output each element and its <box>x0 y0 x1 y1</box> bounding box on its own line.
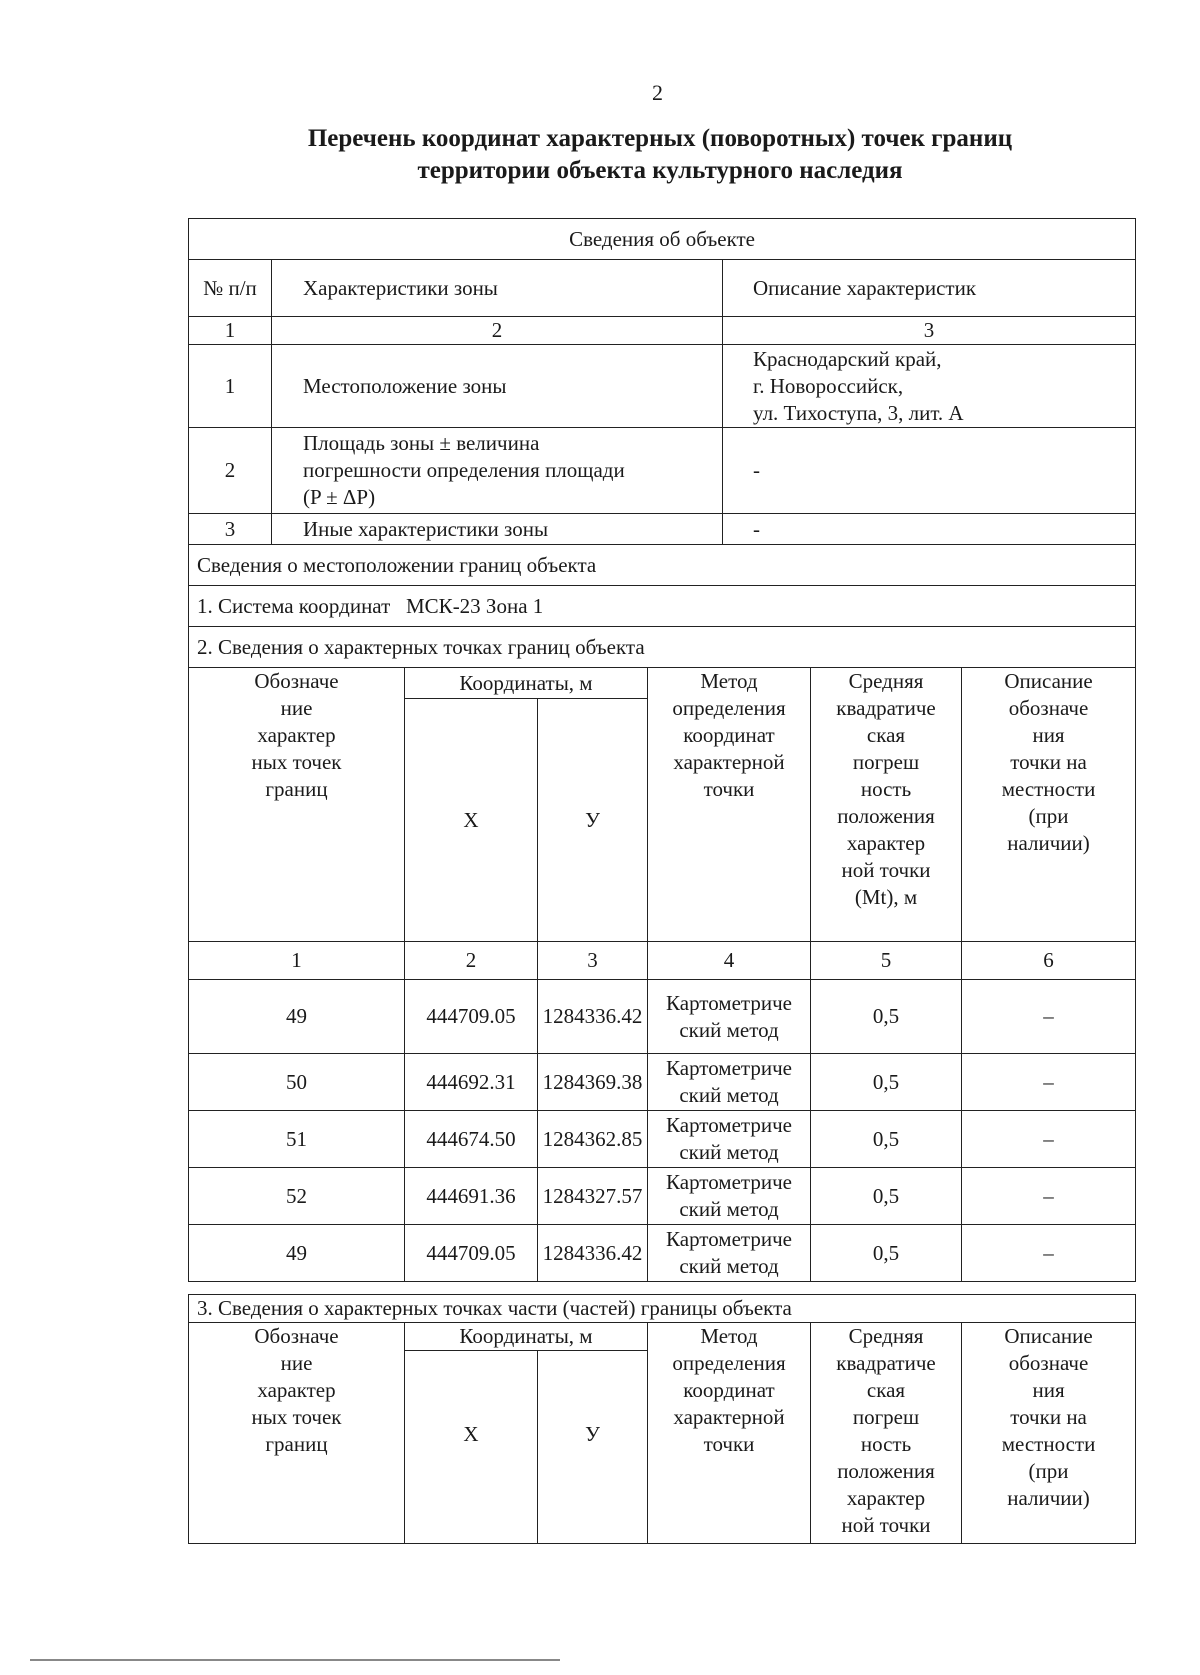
col-method-header: Метод определения координат характерной точки <box>648 668 811 942</box>
coordinates-table <box>188 218 1136 1282</box>
idx-cell: 4 <box>648 942 811 980</box>
col-y-header: У <box>538 699 648 942</box>
point-mt: 0,5 <box>811 1225 962 1282</box>
col-method-header: Метод определения координат характерной точки <box>648 1323 811 1544</box>
object-row-num: 3 <box>189 514 272 545</box>
parts-table <box>188 1294 1136 1544</box>
col-x-header: X <box>405 699 538 942</box>
col-designation-header: Обозначе ние характер ных точек границ <box>189 1323 405 1544</box>
title-line-2: территории объекта культурного наследия <box>417 157 903 184</box>
document-title <box>240 123 1080 187</box>
point-id: 49 <box>189 1225 405 1282</box>
col-error-header: Средняя квадратиче ская погреш ность положения характер ной точки (Mt), м <box>811 668 962 942</box>
object-row-num: 1 <box>189 345 272 428</box>
point-desc: – <box>962 1054 1136 1111</box>
point-x: 444692.31 <box>405 1054 538 1111</box>
object-row-desc: - <box>723 428 1136 514</box>
point-method: Картометриче ский метод <box>648 1111 811 1168</box>
idx-cell: 6 <box>962 942 1136 980</box>
point-desc: – <box>962 1111 1136 1168</box>
point-mt: 0,5 <box>811 980 962 1054</box>
object-row-desc: Краснодарский край, г. Новороссийск, ул. Тихоступа, 3, лит. А <box>723 345 1136 428</box>
point-mt: 0,5 <box>811 1111 962 1168</box>
object-row-char: Площадь зоны ± величина погрешности определения площади (P ± ΔP) <box>272 428 723 514</box>
point-x: 444709.05 <box>405 1225 538 1282</box>
col-description-header: Описание обозначе ния точки на местности (при наличии) <box>962 668 1136 942</box>
idx-cell: 2 <box>272 317 723 345</box>
idx-cell: 3 <box>538 942 648 980</box>
point-method: Картометриче ский метод <box>648 1225 811 1282</box>
col-coords-header: Координаты, м <box>405 1323 648 1351</box>
title-line-1: Перечень координат характерных (поворотных) точек границ <box>307 125 1013 152</box>
table-row <box>189 980 1136 1054</box>
idx-cell: 1 <box>189 942 405 980</box>
point-y: 1284327.57 <box>538 1168 648 1225</box>
point-y: 1284369.38 <box>538 1054 648 1111</box>
point-desc: – <box>962 1168 1136 1225</box>
col-num-header: № п/п <box>189 260 272 317</box>
col-error-header: Средняя квадратиче ская погреш ность положения характер ной точки <box>811 1323 962 1544</box>
object-row-num: 2 <box>189 428 272 514</box>
idx-cell: 5 <box>811 942 962 980</box>
point-id: 51 <box>189 1111 405 1168</box>
col-coords-header: Координаты, м <box>405 668 648 699</box>
point-y: 1284336.42 <box>538 1225 648 1282</box>
point-mt: 0,5 <box>811 1168 962 1225</box>
point-method: Картометриче ский метод <box>648 980 811 1054</box>
idx-cell: 3 <box>723 317 1136 345</box>
point-y: 1284362.85 <box>538 1111 648 1168</box>
point-id: 52 <box>189 1168 405 1225</box>
point-id: 50 <box>189 1054 405 1111</box>
object-row-char: Иные характеристики зоны <box>272 514 723 545</box>
col-designation-header: Обозначе ние характер ных точек границ <box>189 668 405 942</box>
point-desc: – <box>962 980 1136 1054</box>
footer-rule <box>30 1659 560 1661</box>
object-row-char: Местоположение зоны <box>272 345 723 428</box>
point-method: Картометриче ский метод <box>648 1054 811 1111</box>
points-header: 2. Сведения о характерных точках границ объекта <box>189 627 1136 668</box>
col-x-header: X <box>405 1351 538 1544</box>
object-info-header: Сведения об объекте <box>189 219 1136 260</box>
idx-cell: 1 <box>189 317 272 345</box>
location-header: Сведения о местоположении границ объекта <box>189 545 1136 586</box>
table-row <box>189 1168 1136 1225</box>
coord-system: 1. Система координат МСК-23 Зона 1 <box>189 586 1136 627</box>
col-char-header: Характеристики зоны <box>272 260 723 317</box>
col-desc-header: Описание характеристик <box>723 260 1136 317</box>
point-x: 444674.50 <box>405 1111 538 1168</box>
parts-header: 3. Сведения о характерных точках части (частей) границы объекта <box>189 1295 1136 1323</box>
col-description-header: Описание обозначе ния точки на местности (при наличии) <box>962 1323 1136 1544</box>
idx-cell: 2 <box>405 942 538 980</box>
point-x: 444691.36 <box>405 1168 538 1225</box>
object-row-desc: - <box>723 514 1136 545</box>
point-mt: 0,5 <box>811 1054 962 1111</box>
point-method: Картометриче ский метод <box>648 1168 811 1225</box>
point-id: 49 <box>189 980 405 1054</box>
col-y-header: У <box>538 1351 648 1544</box>
page-number: 2 <box>652 80 663 105</box>
point-x: 444709.05 <box>405 980 538 1054</box>
table-row <box>189 1054 1136 1111</box>
point-y: 1284336.42 <box>538 980 648 1054</box>
point-desc: – <box>962 1225 1136 1282</box>
table-row <box>189 1225 1136 1282</box>
table-row <box>189 1111 1136 1168</box>
